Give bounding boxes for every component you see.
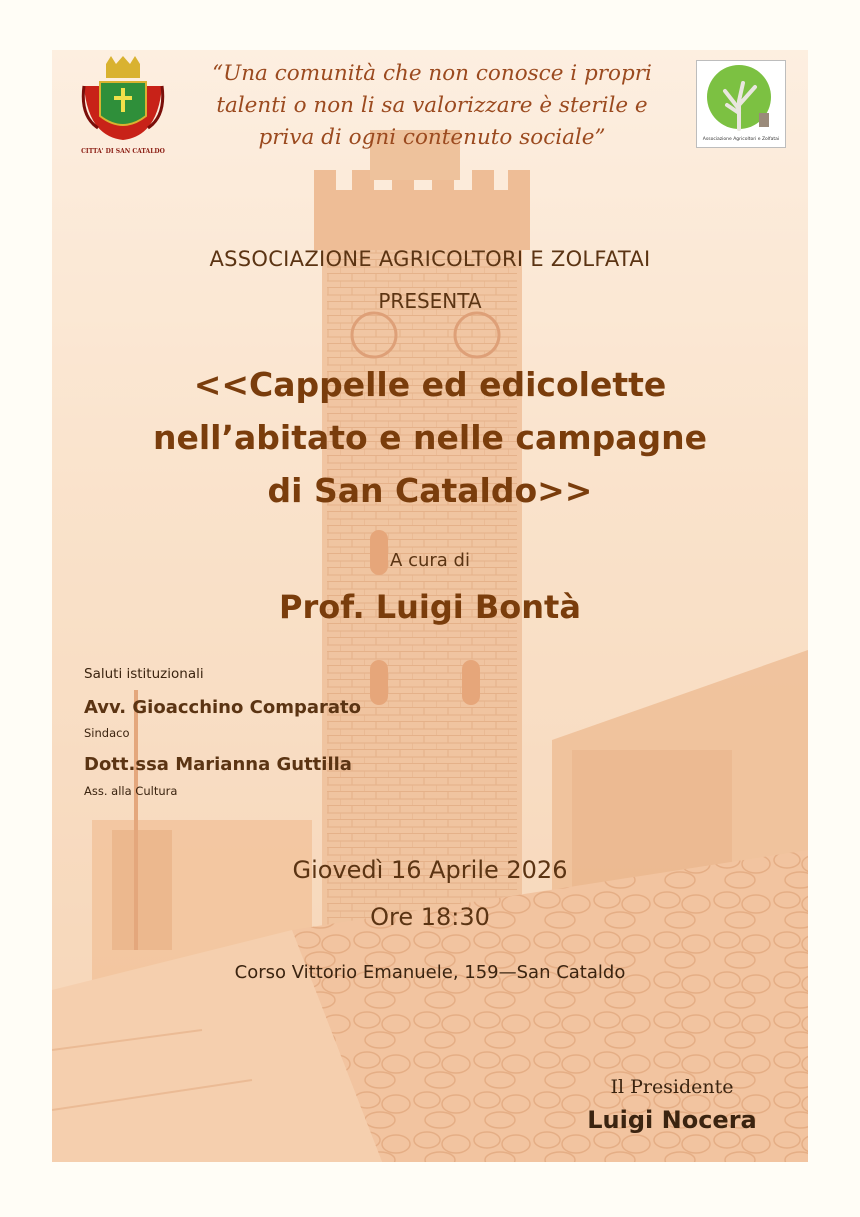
greetings-label: Saluti istituzionali (84, 666, 204, 682)
association-name: ASSOCIAZIONE AGRICOLTORI E ZOLFATAI (209, 247, 651, 271)
event-address: Corso Vittorio Emanuele, 159—San Cataldo (234, 962, 626, 983)
coat-of-arms-icon (78, 56, 168, 148)
quote-line: priva di ogni contenuto sociale” (258, 125, 606, 150)
association-tree-logo (696, 60, 786, 148)
curator-name: Prof. Luigi Bontà (279, 588, 581, 626)
poster (52, 50, 808, 1162)
right-logo-caption: Associazione Agricoltori e Zolfatai (702, 137, 780, 142)
culture-councillor-name: Dott.ssa Marianna Guttilla (84, 754, 352, 775)
president-label: Il Presidente (610, 1076, 734, 1098)
mayor-role: Sindaco (84, 726, 130, 740)
title-line: di San Cataldo>> (267, 471, 593, 510)
event-time: Ore 18:30 (370, 903, 490, 931)
culture-councillor-role: Ass. alla Cultura (84, 784, 178, 798)
quote-line: “Una comunità che non conosce i propri (212, 61, 652, 86)
left-logo-caption: CITTA' DI SAN CATALDO (81, 148, 165, 155)
san-cataldo-coat-of-arms-logo (78, 56, 168, 156)
title-line: <<Cappelle ed edicolette (193, 365, 667, 404)
quote-line: talenti o non li sa valorizzare è sterile e (216, 93, 648, 118)
presents-label: PRESENTA (378, 289, 482, 313)
title-line: nell’abitato e nelle campagne (152, 418, 708, 457)
tree-icon (697, 61, 785, 137)
opening-quote (174, 58, 690, 154)
event-title (52, 358, 808, 517)
event-date: Giovedì 16 Aprile 2026 (292, 856, 568, 884)
mayor-name: Avv. Gioacchino Comparato (84, 697, 361, 718)
president-name: Luigi Nocera (587, 1106, 757, 1134)
curator-label: A cura di (390, 550, 470, 571)
